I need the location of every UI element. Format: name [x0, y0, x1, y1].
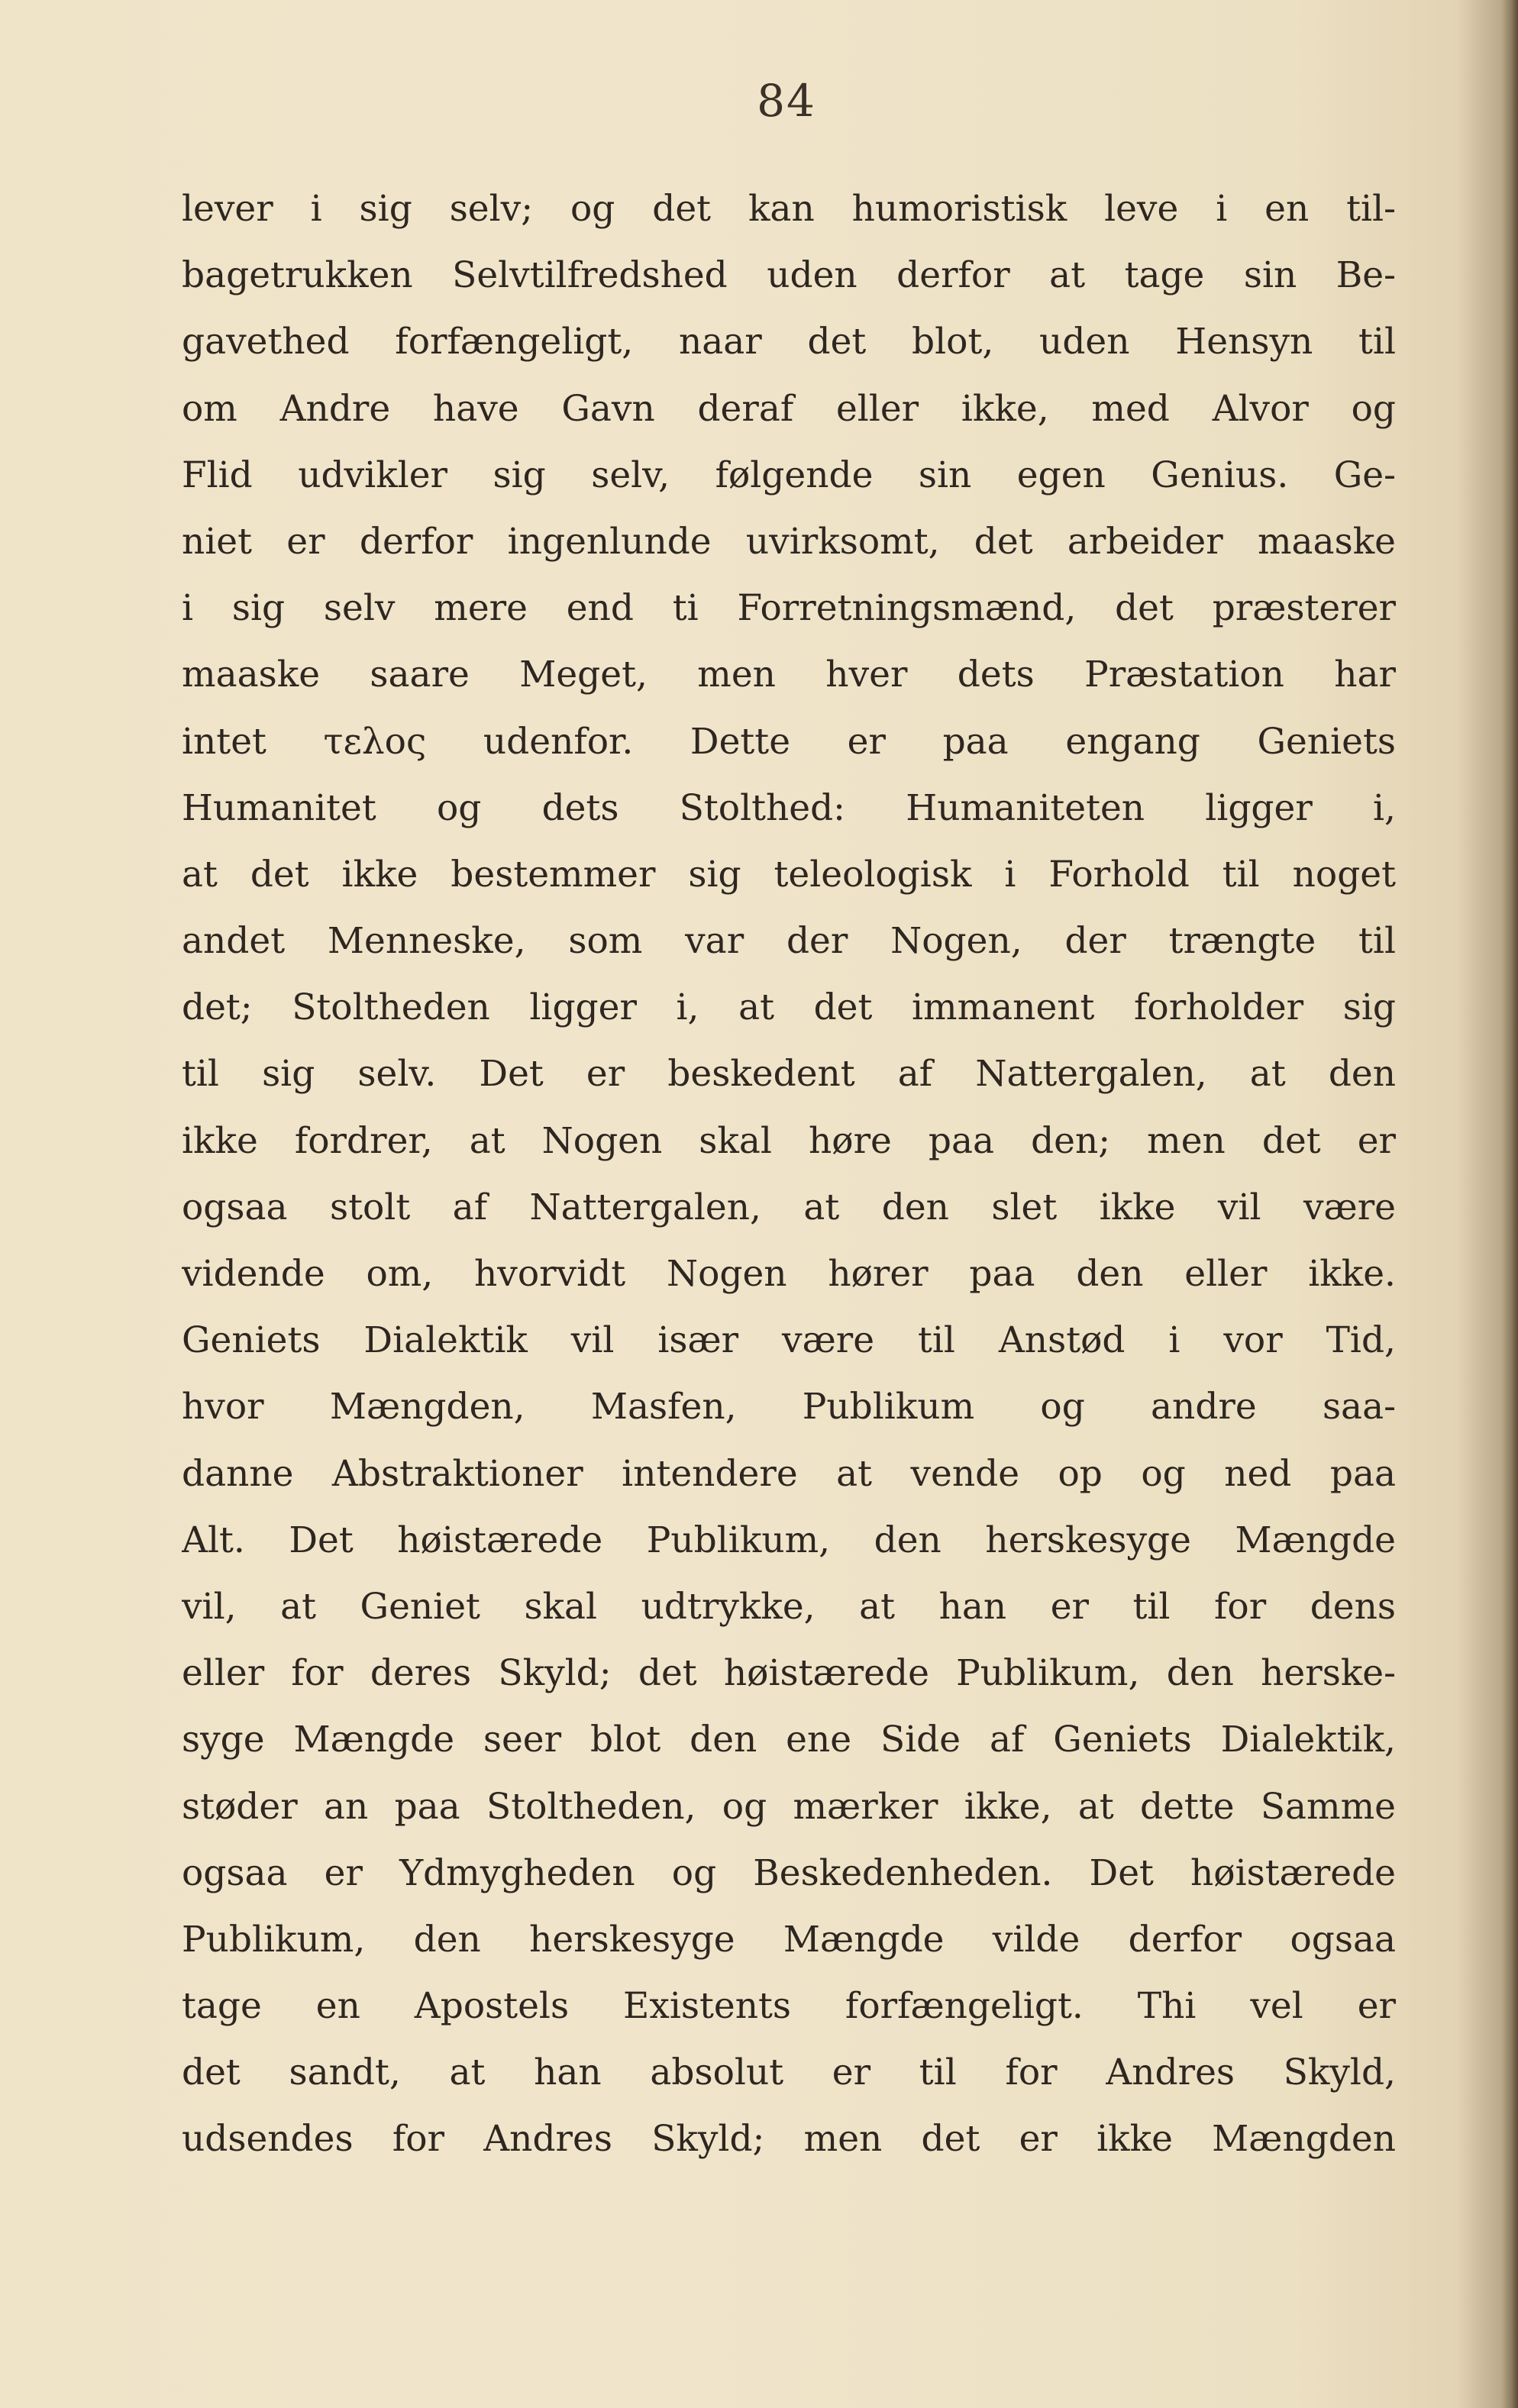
text-line: syge Mængde seer blot den ene Side af Geniets Dialektik,	[182, 1719, 1396, 1761]
text-line: Flid udvikler sig selv, følgende sin egen Genius. Ge-	[182, 454, 1396, 496]
text-line: vil, at Geniet skal udtrykke, at han er til for dens	[182, 1585, 1396, 1628]
text-line: til sig selv. Det er beskedent af Nattergalen, at den	[182, 1053, 1396, 1096]
text-line: danne Abstraktioner intendere at vende op og ned paa	[182, 1452, 1396, 1495]
text-line: hvor Mængden, Masfen, Publikum og andre saa-	[182, 1386, 1396, 1428]
text-line: niet er derfor ingenlunde uvirksomt, det arbeider maaske	[182, 520, 1396, 563]
text-line: tage en Apostels Existents forfængeligt. Thi vel er	[182, 1985, 1396, 2028]
text-line: ikke fordrer, at Nogen skal høre paa den; men det er	[182, 1119, 1396, 1162]
text-line: lever i sig selv; og det kan humoristisk leve i en til-	[182, 188, 1396, 230]
text-line: andet Menneske, som var der Nogen, der trængte til	[182, 920, 1396, 963]
page-number: 84	[757, 75, 816, 127]
text-line: støder an paa Stoltheden, og mærker ikke, at dette Samme	[182, 1785, 1396, 1828]
text-line: ogsaa stolt af Nattergalen, at den slet ikke vil være	[182, 1186, 1396, 1228]
text-line: bagetrukken Selvtilfredshed uden derfor at tage sin Be-	[182, 254, 1396, 297]
text-line: ogsaa er Ydmygheden og Beskedenheden. Det høistærede	[182, 1851, 1396, 1894]
text-line: maaske saare Meget, men hver dets Præstation har	[182, 654, 1396, 696]
text-line: om Andre have Gavn deraf eller ikke, med Alvor og	[182, 387, 1396, 430]
text-line: Humanitet og dets Stolthed: Humaniteten ligger i,	[182, 786, 1396, 829]
text-line: Geniets Dialektik vil især være til Anstød i vor Tid,	[182, 1319, 1396, 1362]
text-line: det sandt, at han absolut er til for Andres Skyld,	[182, 2051, 1396, 2094]
text-line: i sig selv mere end ti Forretningsmænd, det præsterer	[182, 587, 1396, 630]
text-line: Alt. Det høistærede Publikum, den herskesyge Mængde	[182, 1519, 1396, 1561]
text-line: gavethed forfængeligt, naar det blot, uden Hensyn til	[182, 321, 1396, 363]
text-line: udsendes for Andres Skyld; men det er ikke Mængden	[182, 2118, 1396, 2161]
text-line: eller for deres Skyld; det høistærede Publikum, den herske-	[182, 1652, 1396, 1695]
text-line: det; Stoltheden ligger i, at det immanent forholder sig	[182, 986, 1396, 1029]
text-line: vidende om, hvorvidt Nogen hører paa den eller ikke.	[182, 1253, 1396, 1295]
text-line: at det ikke bestemmer sig teleologisk i Forhold til noget	[182, 853, 1396, 896]
text-line: intet τελος udenfor. Dette er paa engang Geniets	[182, 720, 1396, 763]
body-text	[182, 176, 1396, 2173]
page-edge-shadow	[1501, 0, 1518, 2408]
text-line: Publikum, den herskesyge Mængde vilde derfor ogsaa	[182, 1918, 1396, 1961]
